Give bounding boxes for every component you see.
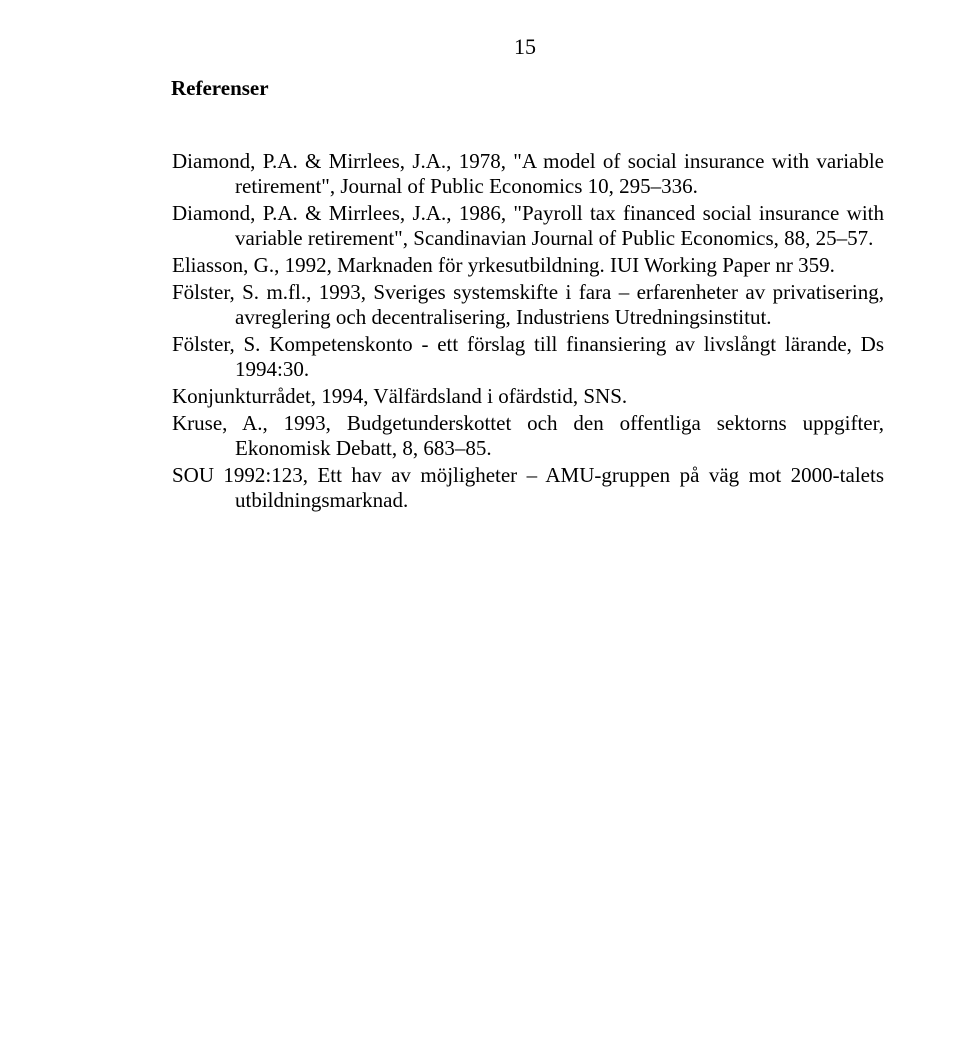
- reference-entry: Diamond, P.A. & Mirrlees, J.A., 1978, "A model of social insurance with variable retirement", Journal of Public Economics 10, 295–336.: [172, 149, 884, 198]
- reference-list: [172, 149, 884, 513]
- reference-entry: Fölster, S. m.fl., 1993, Sveriges systemskifte i fara – erfarenheter av privatisering, avreglering och decentralisering, Industriens Utredningsinstitut.: [172, 280, 884, 329]
- page-number: 15: [514, 34, 536, 59]
- reference-entry: Kruse, A., 1993, Budgetunderskottet och den offentliga sektorns uppgifter, Ekonomisk Debatt, 8, 683–85.: [172, 411, 884, 460]
- reference-entry: SOU 1992:123, Ett hav av möjligheter – AMU-gruppen på väg mot 2000-talets utbildningsmarknad.: [172, 463, 884, 512]
- reference-entry: Fölster, S. Kompetenskonto - ett förslag till finansiering av livslångt lärande, Ds 1994:30.: [172, 332, 884, 381]
- reference-entry: Diamond, P.A. & Mirrlees, J.A., 1986, "Payroll tax financed social insurance with variable retirement", Scandinavian Journal of Public Economics, 88, 25–57.: [172, 201, 884, 250]
- reference-entry: Konjunkturrådet, 1994, Välfärdsland i ofärdstid, SNS.: [172, 384, 628, 408]
- reference-entry: Eliasson, G., 1992, Marknaden för yrkesutbildning. IUI Working Paper nr 359.: [172, 253, 835, 277]
- page-heading: Referenser: [171, 76, 269, 100]
